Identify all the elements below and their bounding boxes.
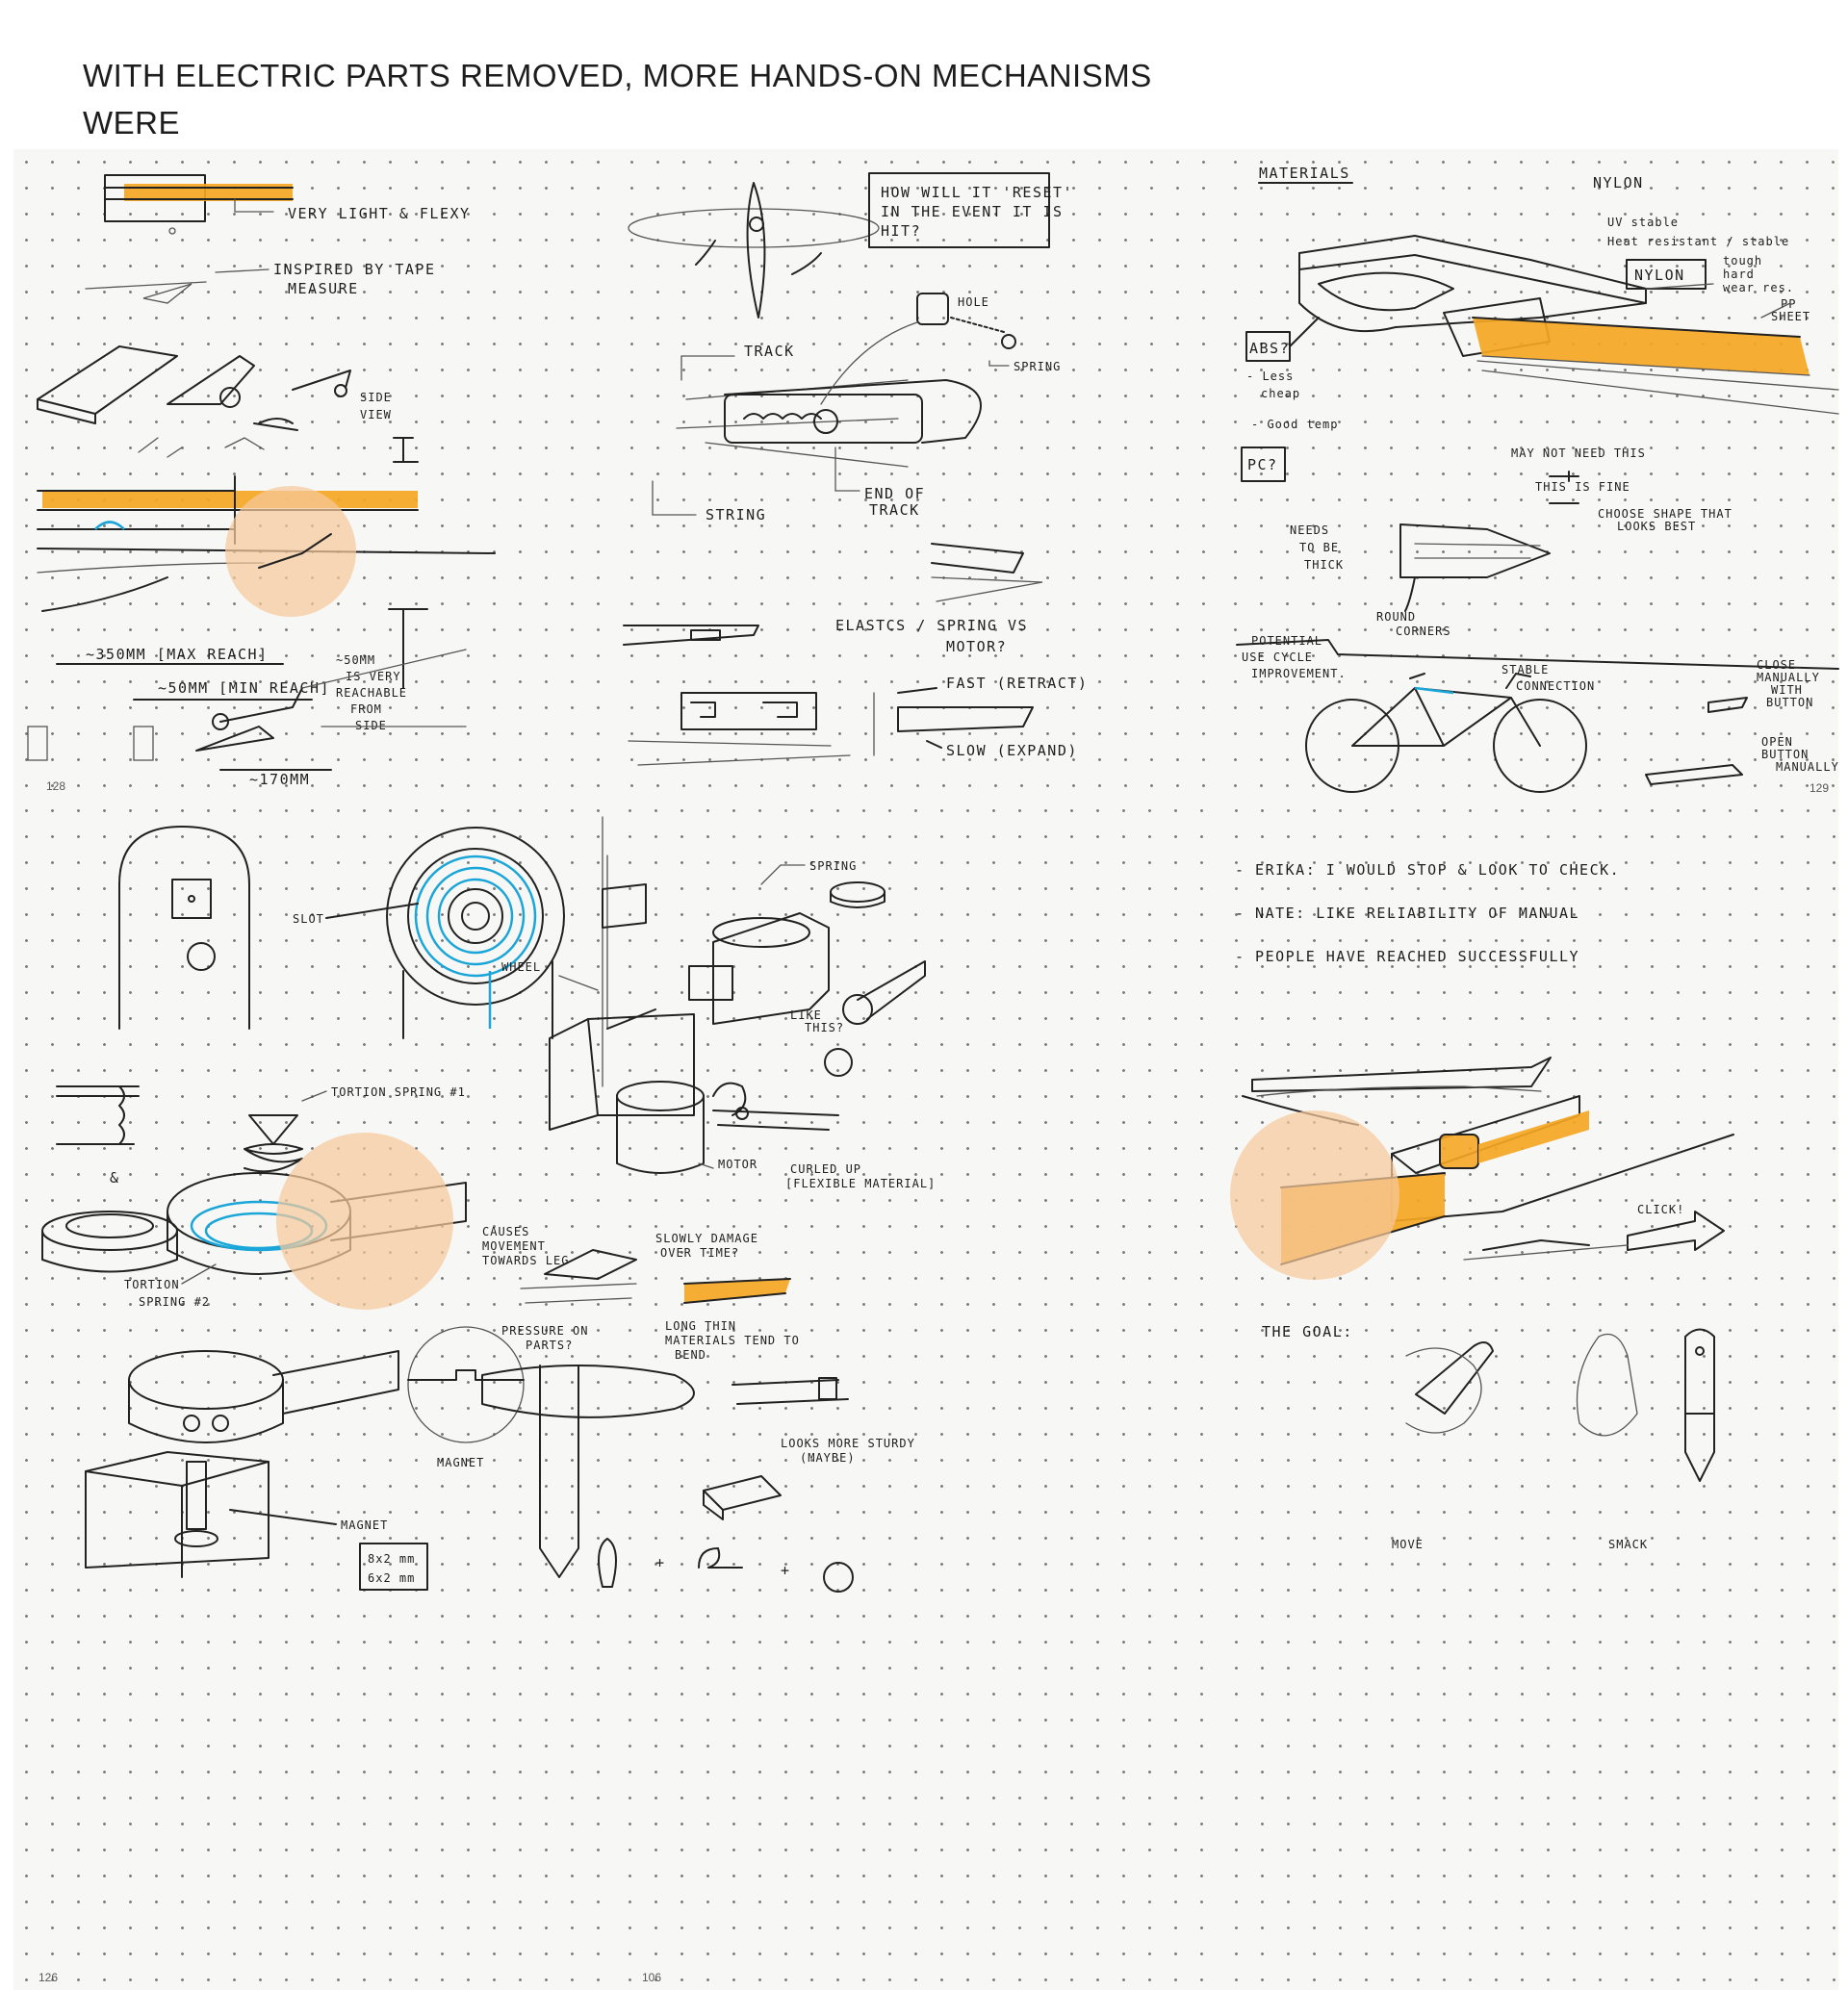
- note-choose-1: CHOOSE SHAPE THAT: [1598, 507, 1732, 521]
- note-needs-2: TO BE: [1299, 541, 1340, 554]
- note-slowly-2: OVER TIME?: [660, 1246, 740, 1260]
- note-pp-1: PP: [1781, 297, 1797, 311]
- note-string: STRING: [706, 506, 767, 523]
- note-choose-2: LOOKS BEST: [1617, 520, 1697, 533]
- note-open-1: OPEN: [1761, 735, 1793, 749]
- note-causes-3: TOWARDS LEG: [482, 1254, 570, 1267]
- note-open-2: BUTTON: [1761, 748, 1810, 761]
- note-inspired-1: INSPIRED BY TAPE: [273, 261, 436, 278]
- sketch-page-4: [13, 798, 617, 1990]
- note-max-reach: ~350MM [MAX REACH]: [86, 646, 269, 663]
- note-less: - Less: [1246, 370, 1295, 383]
- note-torsion-1: TORTION SPRING #1: [331, 1085, 466, 1099]
- note-reset-1: HOW WILL IT 'RESET': [881, 184, 1074, 201]
- note-reach-1: ~50MM: [336, 653, 376, 667]
- note-pressure-1: PRESSURE ON: [501, 1324, 589, 1338]
- note-pp-2: SHEET: [1771, 310, 1811, 323]
- note-slowly-1: SLOWLY DAMAGE: [655, 1232, 758, 1245]
- note-dim-2: 6x2 mm: [368, 1571, 416, 1585]
- note-close-1: CLOSE: [1757, 658, 1797, 672]
- page-number-106: 106: [642, 1971, 662, 1984]
- sketch-page-6: [1223, 798, 1838, 1990]
- note-goal: THE GOAL:: [1262, 1323, 1353, 1340]
- note-slow: SLOW (EXPAND): [946, 742, 1078, 759]
- note-tough-3: wear res.: [1723, 281, 1795, 294]
- note-abs: ABS?: [1249, 340, 1291, 357]
- sketch-page-1-drawing: [13, 149, 619, 798]
- note-magnet-small: MAGNET: [437, 1456, 485, 1469]
- note-plus-1: +: [655, 1554, 666, 1571]
- note-reach-2: IS VERY: [346, 670, 401, 683]
- note-wheel: WHEEL: [501, 960, 542, 974]
- note-sturdy-1: LOOKS MORE STURDY: [781, 1437, 915, 1450]
- note-close-4: BUTTON: [1766, 696, 1814, 709]
- note-end-track-1: END OF: [864, 485, 926, 502]
- note-elastics-1: ELASTCS / SPRING VS: [835, 617, 1029, 634]
- note-stable-1: STABLE: [1502, 663, 1550, 676]
- note-plus-2: +: [781, 1562, 791, 1579]
- note-tough-2: hard: [1723, 268, 1755, 281]
- note-curled-2: [FLEXIBLE MATERIAL]: [785, 1177, 937, 1190]
- note-min-reach: ~50MM [MIN REACH]: [158, 679, 331, 697]
- note-reset-2: IN THE EVENT IT IS: [881, 203, 1064, 220]
- page-number-129: 129: [1810, 781, 1830, 795]
- note-amp: &: [110, 1169, 120, 1186]
- note-torsion-2a: TORTION: [124, 1278, 180, 1291]
- note-side: SIDE: [360, 391, 392, 404]
- note-close-2: MANUALLY: [1757, 671, 1820, 684]
- note-pc: PC?: [1247, 456, 1278, 473]
- note-reach-3: REACHABLE: [336, 686, 408, 700]
- note-long-2: MATERIALS TEND TO: [665, 1334, 800, 1347]
- sketch-page-3-drawing: [1222, 149, 1838, 798]
- note-magnet: MAGNET: [341, 1518, 389, 1532]
- note-reach-4: FROM: [350, 702, 382, 716]
- note-170mm: ~170MM: [249, 771, 311, 788]
- note-dim-1: 8x2 mm: [368, 1552, 416, 1566]
- note-reach-5: SIDE: [355, 719, 387, 732]
- sketch-page-4-drawing: [13, 798, 617, 1990]
- note-needs-3: THICK: [1304, 558, 1345, 572]
- note-torsion-2b: SPRING #2: [139, 1295, 211, 1309]
- note-uv: UV stable: [1607, 216, 1680, 229]
- note-like-1: LIKE: [790, 1008, 822, 1022]
- note-nylon-title: NYLON: [1593, 174, 1644, 191]
- note-materials: MATERIALS: [1259, 165, 1350, 182]
- sketch-page-5: [482, 798, 1223, 1990]
- note-nate: - NATE: LIKE RELIABILITY OF MANUAL: [1235, 905, 1580, 922]
- sketch-page-3: [1222, 149, 1838, 798]
- note-causes-1: CAUSES: [482, 1225, 530, 1238]
- sketch-page-2: [619, 149, 1222, 798]
- note-good-temp: - Good temp: [1251, 418, 1339, 431]
- note-fast: FAST (RETRACT): [946, 675, 1089, 692]
- note-slot: SLOT: [293, 912, 324, 926]
- sketch-page-1: [13, 149, 619, 798]
- note-this-fine: THIS IS FINE: [1535, 480, 1630, 494]
- note-round-2: CORNERS: [1396, 625, 1451, 638]
- note-people: - PEOPLE HAVE REACHED SUCCESSFULLY: [1235, 948, 1580, 965]
- sketch-page-5-drawing: [482, 798, 1223, 1990]
- note-click: CLICK!: [1637, 1203, 1685, 1216]
- note-view: VIEW: [360, 408, 392, 421]
- note-stable-2: CONNECTION: [1516, 679, 1596, 693]
- note-potential-1: POTENTIAL: [1251, 634, 1323, 648]
- note-curled-1: CURLED UP: [790, 1162, 862, 1176]
- heading-line-1: WITH ELECTRIC PARTS REMOVED, MORE HANDS-ON MECHANISMS WERE: [83, 58, 1152, 140]
- note-causes-2: MOVEMENT: [482, 1239, 546, 1253]
- note-long-3: BEND: [675, 1348, 706, 1362]
- note-like-2: THIS?: [805, 1021, 845, 1034]
- note-tough-1: tough: [1723, 254, 1763, 268]
- sketch-page-6-drawing: [1223, 798, 1838, 1990]
- note-needs-1: NEEDS: [1290, 523, 1330, 537]
- note-open-3: MANUALLY: [1776, 760, 1839, 774]
- note-potential-3: IMPROVEMENT.: [1251, 667, 1347, 680]
- note-elastics-2: MOTOR?: [946, 638, 1008, 655]
- note-erika: - ERIKA: I WOULD STOP & LOOK TO CHECK.: [1235, 861, 1621, 879]
- note-light-flexy: VERY LIGHT & FLEXY: [288, 205, 471, 222]
- page-number-126: 126: [38, 1971, 59, 1984]
- note-spring-5: SPRING: [809, 859, 858, 873]
- note-potential-2: USE CYCLE: [1242, 651, 1314, 664]
- note-nylon-box: NYLON: [1634, 267, 1685, 284]
- note-spring: SPRING: [1014, 360, 1062, 373]
- note-cheap: cheap: [1261, 387, 1301, 400]
- note-reset-3: HIT?: [881, 222, 922, 240]
- note-sturdy-2: (MAYBE): [800, 1451, 856, 1465]
- note-heat: Heat resistant / stable: [1607, 235, 1790, 248]
- note-long-1: LONG THIN: [665, 1319, 737, 1333]
- note-hole: HOLE: [958, 295, 989, 309]
- note-inspired-2: MEASURE: [288, 280, 359, 297]
- note-round-1: ROUND: [1376, 610, 1417, 624]
- note-smack: SMACK: [1608, 1538, 1649, 1551]
- note-pressure-2: PARTS?: [526, 1339, 574, 1352]
- note-may-not: MAY NOT NEED THIS: [1511, 446, 1646, 460]
- note-motor: MOTOR: [718, 1158, 758, 1171]
- note-end-track-2: TRACK: [869, 501, 920, 519]
- note-move: MOVE: [1392, 1538, 1424, 1551]
- note-track: TRACK: [744, 343, 795, 360]
- sketch-page-2-drawing: [619, 149, 1222, 798]
- note-close-3: WITH: [1771, 683, 1803, 697]
- page-number-128: 128: [46, 779, 66, 793]
